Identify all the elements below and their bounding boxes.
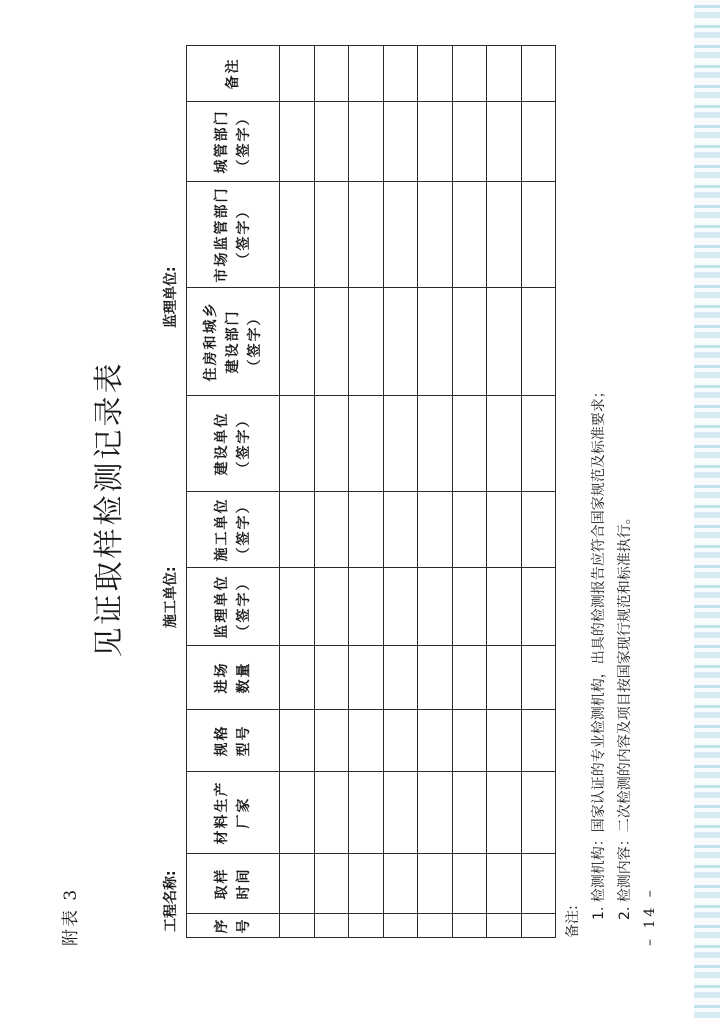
table-row <box>349 46 384 938</box>
table-cell <box>521 854 556 914</box>
table-cell <box>383 182 418 288</box>
table-cell <box>487 182 522 288</box>
table-cell <box>349 46 384 102</box>
table-cell <box>280 102 315 182</box>
note-item-2: 2. 检测内容：二次检测的内容及项目按国家现行规范和标准执行。 <box>617 510 633 920</box>
table-cell <box>280 492 315 568</box>
table-cell <box>487 102 522 182</box>
table-row <box>280 46 315 938</box>
table-cell <box>521 772 556 854</box>
notes-section <box>560 48 638 938</box>
table-cell <box>349 854 384 914</box>
table-cell <box>314 568 349 646</box>
table-cell <box>452 396 487 492</box>
table-cell <box>452 772 487 854</box>
column-header-line: 住房和城乡 <box>203 301 219 382</box>
table-cell <box>349 710 384 772</box>
column-header-line: （签字） <box>236 411 252 476</box>
column-header-1 <box>187 914 280 938</box>
table-cell <box>418 710 453 772</box>
table-cell <box>418 492 453 568</box>
column-header-line: （签字） <box>236 202 252 267</box>
table-cell <box>383 288 418 396</box>
table-cell <box>383 102 418 182</box>
table-body <box>280 46 556 938</box>
table-row <box>521 46 556 938</box>
form-header-row <box>160 0 184 1018</box>
table-cell <box>349 182 384 288</box>
table-cell <box>521 46 556 102</box>
table-cell <box>487 46 522 102</box>
table-cell <box>487 914 522 938</box>
table-cell <box>383 710 418 772</box>
project-name-label: 工程名称: <box>163 870 179 932</box>
table-cell <box>452 568 487 646</box>
table-cell <box>452 46 487 102</box>
table-cell <box>418 288 453 396</box>
column-header-10 <box>187 182 280 288</box>
construction-unit-label: 施工单位: <box>163 566 179 628</box>
table-cell <box>521 102 556 182</box>
table-cell <box>349 772 384 854</box>
table-cell <box>521 646 556 710</box>
table-cell <box>383 46 418 102</box>
column-header-4 <box>187 710 280 772</box>
table-cell <box>418 854 453 914</box>
table-row <box>487 46 522 938</box>
column-header-line: 时间 <box>236 867 252 900</box>
column-header-line: 序 <box>214 917 230 934</box>
column-header-line: 厂家 <box>236 796 252 829</box>
column-header-line: 城管部门 <box>214 109 230 174</box>
table-cell <box>314 396 349 492</box>
table-cell <box>521 182 556 288</box>
column-header-8 <box>187 396 280 492</box>
table-cell <box>314 914 349 938</box>
table-cell <box>349 288 384 396</box>
column-header-2 <box>187 854 280 914</box>
table-cell <box>349 914 384 938</box>
table-row <box>418 46 453 938</box>
table-cell <box>521 396 556 492</box>
column-header-11 <box>187 102 280 182</box>
page-number: – 14 – <box>642 887 658 946</box>
table-cell <box>487 492 522 568</box>
column-header-line: 施工单位 <box>214 497 230 562</box>
column-header-6 <box>187 568 280 646</box>
table-cell <box>280 182 315 288</box>
table-cell <box>314 710 349 772</box>
table-cell <box>314 646 349 710</box>
table-cell <box>418 102 453 182</box>
table-cell <box>487 646 522 710</box>
table-row <box>452 46 487 938</box>
column-header-line: （签字） <box>236 109 252 174</box>
table-cell <box>452 914 487 938</box>
table-cell <box>521 568 556 646</box>
table-cell <box>452 182 487 288</box>
table-cell <box>383 646 418 710</box>
column-header-line: 数量 <box>236 661 252 694</box>
column-header-line: 建设单位 <box>214 411 230 476</box>
column-header-line: 材料生产 <box>214 780 230 845</box>
table-cell <box>418 396 453 492</box>
table-cell <box>487 772 522 854</box>
table-cell <box>383 492 418 568</box>
table-cell <box>280 288 315 396</box>
table-cell <box>452 102 487 182</box>
table-cell <box>383 568 418 646</box>
table-header-row <box>187 46 280 938</box>
table-cell <box>487 568 522 646</box>
table-cell <box>349 568 384 646</box>
supervision-unit-label: 监理单位: <box>163 266 179 328</box>
column-header-line: （签字） <box>236 574 252 639</box>
table-cell <box>487 854 522 914</box>
table-cell <box>314 102 349 182</box>
table-cell <box>314 288 349 396</box>
table-cell <box>280 396 315 492</box>
table-row <box>314 46 349 938</box>
column-header-5 <box>187 646 280 710</box>
document-title: 见证取样检测记录表 <box>92 360 127 658</box>
column-header-line: （签字） <box>247 309 263 374</box>
table-cell <box>418 914 453 938</box>
table-cell <box>418 182 453 288</box>
table-cell <box>280 646 315 710</box>
table-cell <box>418 646 453 710</box>
column-header-line: 规格 <box>214 724 230 757</box>
table-cell <box>418 568 453 646</box>
table-cell <box>521 710 556 772</box>
table-cell <box>383 854 418 914</box>
table-cell <box>487 288 522 396</box>
table-cell <box>314 46 349 102</box>
table-cell <box>521 914 556 938</box>
column-header-line: 号 <box>236 917 252 934</box>
table-cell <box>383 914 418 938</box>
column-header-line: 市场监管部门 <box>214 186 230 283</box>
column-header-3 <box>187 772 280 854</box>
table-cell <box>280 710 315 772</box>
column-header-line: 取样 <box>214 867 230 900</box>
table-cell <box>452 492 487 568</box>
table-cell <box>521 492 556 568</box>
column-header-12 <box>187 46 280 102</box>
column-header-line: 建设部门 <box>225 309 241 374</box>
table-row <box>383 46 418 938</box>
table-cell <box>280 914 315 938</box>
table-cell <box>383 772 418 854</box>
attachment-label: 附表 3 <box>61 887 81 946</box>
table-cell <box>452 854 487 914</box>
sampling-record-table <box>186 45 556 938</box>
table-cell <box>314 772 349 854</box>
column-header-line: （签字） <box>236 497 252 562</box>
scan-edge-strip <box>694 0 720 1018</box>
column-header-line: 型号 <box>236 724 252 757</box>
table-cell <box>521 288 556 396</box>
table-cell <box>314 492 349 568</box>
table-cell <box>487 396 522 492</box>
table-cell <box>487 710 522 772</box>
table-cell <box>418 46 453 102</box>
table-cell <box>280 568 315 646</box>
table-cell <box>280 772 315 854</box>
column-header-line: 监理单位 <box>214 574 230 639</box>
table-cell <box>349 492 384 568</box>
table-cell <box>314 182 349 288</box>
note-item-1: 1. 检测机构：国家认证的专业检测机构，出具的检测报告应符合国家规范及标准要求； <box>591 384 607 920</box>
table-cell <box>314 854 349 914</box>
table-cell <box>452 646 487 710</box>
table-cell <box>349 102 384 182</box>
table-cell <box>452 710 487 772</box>
table-cell <box>383 396 418 492</box>
column-header-line: 进场 <box>214 661 230 694</box>
column-header-line: 备注 <box>225 57 241 90</box>
notes-label: 备注: <box>565 905 581 938</box>
table-cell <box>280 854 315 914</box>
table-cell <box>280 46 315 102</box>
table-cell <box>349 646 384 710</box>
column-header-9 <box>187 288 280 396</box>
table-cell <box>452 288 487 396</box>
table-cell <box>418 772 453 854</box>
table-cell <box>349 396 384 492</box>
column-header-7 <box>187 492 280 568</box>
